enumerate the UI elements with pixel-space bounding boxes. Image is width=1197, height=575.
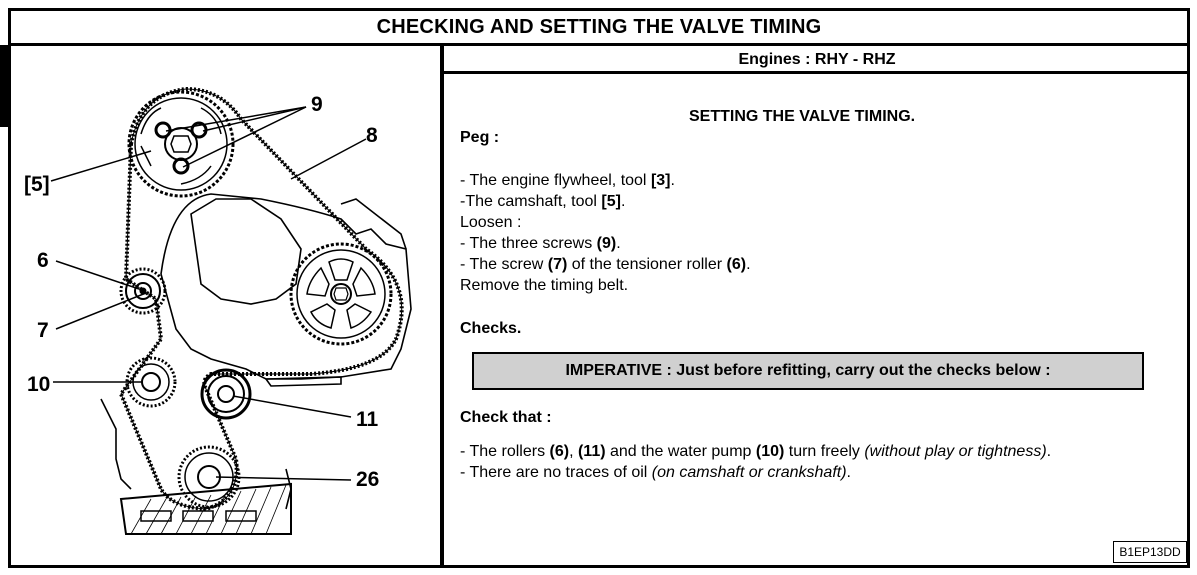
callout-leaders xyxy=(51,107,366,480)
timing-belt-diagram xyxy=(11,49,440,565)
callout-8: 8 xyxy=(366,124,378,147)
callout-6: 6 xyxy=(37,249,49,272)
check-line-rollers: - The rollers (6), (11) and the water pump (10) turn freely (without play or tightness). xyxy=(460,443,1052,460)
callout-5: [5] xyxy=(24,173,50,196)
remove-belt-line: Remove the timing belt. xyxy=(460,277,629,294)
column-divider xyxy=(440,46,444,568)
peg-line-flywheel: - The engine flywheel, tool [3]. xyxy=(460,172,675,189)
checks-label: Checks. xyxy=(460,320,522,337)
peg-line-camshaft: -The camshaft, tool [5]. xyxy=(460,193,626,210)
section-heading: SETTING THE VALVE TIMING. xyxy=(689,108,916,125)
check-that-label: Check that : xyxy=(460,409,552,426)
check-line-oil: - There are no traces of oil (on camshaft or crankshaft). xyxy=(460,464,851,481)
camshaft-pulley xyxy=(129,92,233,196)
reference-code: B1EP13DD xyxy=(1113,541,1187,563)
callout-7: 7 xyxy=(37,319,49,342)
loosen-label: Loosen : xyxy=(460,214,522,231)
callout-10: 10 xyxy=(27,373,51,396)
imperative-banner: IMPERATIVE : Just before refitting, carry out the checks below : xyxy=(472,352,1144,390)
callout-9: 9 xyxy=(311,93,323,116)
callout-26: 26 xyxy=(356,468,380,491)
tensioner-roller xyxy=(121,269,165,313)
edge-bar xyxy=(0,45,8,127)
peg-label: Peg : xyxy=(460,129,500,146)
injection-pump-pulley xyxy=(291,244,391,344)
callout-11: 11 xyxy=(356,408,379,431)
loosen-line-tensioner: - The screw (7) of the tensioner roller (6). xyxy=(460,256,751,273)
engines-header: Engines : RHY - RHZ xyxy=(444,46,1190,74)
page-title: CHECKING AND SETTING THE VALVE TIMING xyxy=(8,8,1190,46)
loosen-line-screws: - The three screws (9). xyxy=(460,235,621,252)
